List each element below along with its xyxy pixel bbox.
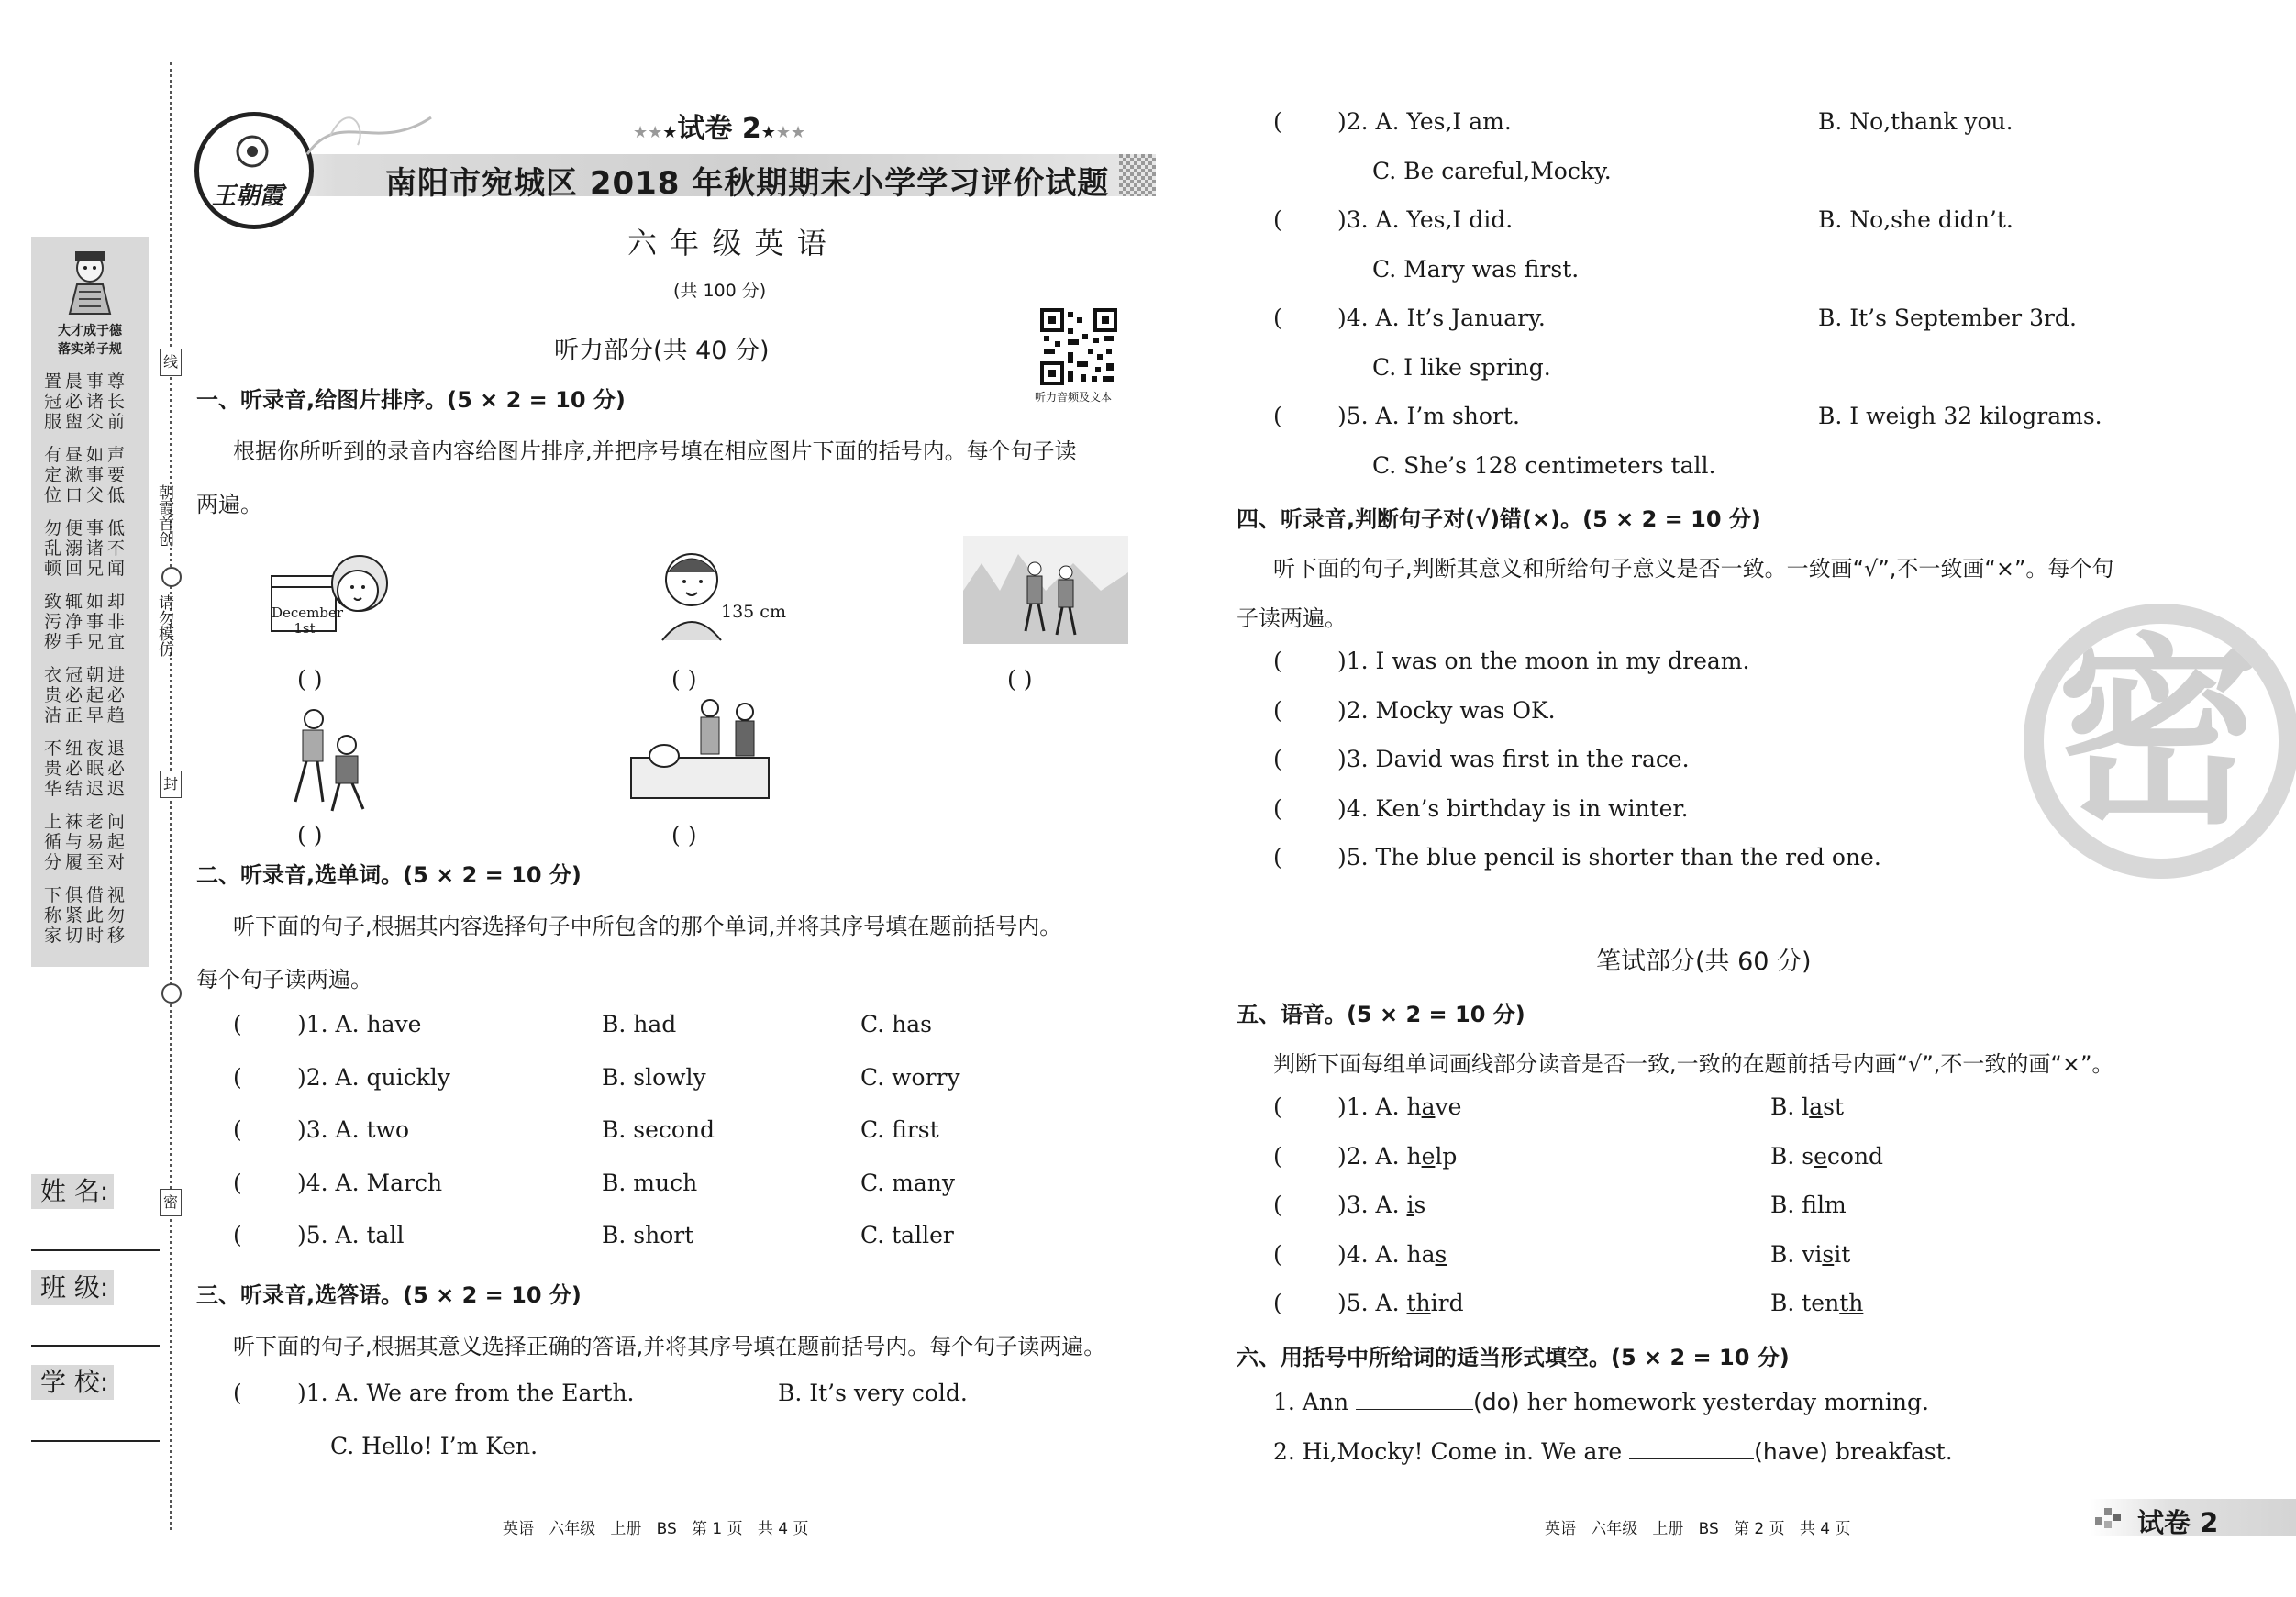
- s5-q5-a-underlined: th: [1406, 1290, 1431, 1316]
- sidebar-verse: 下俱借视: [44, 885, 129, 905]
- section6-heading: 六、用括号中所给词的适当形式填空。(5 × 2 = 10 分): [1237, 1345, 1790, 1370]
- sidebar-verse: 贵必起必: [44, 685, 129, 705]
- hospital-picture: [627, 690, 778, 807]
- s4-q4-text: )4. Ken’s birthday is in winter.: [1337, 794, 1689, 822]
- binding-hole-1: [161, 567, 182, 587]
- picture-5-answer[interactable]: ( ): [671, 822, 697, 848]
- section3-instruction: 听下面的句子,根据其意义选择正确的答语,并将其序号填在题前括号内。每个句子读两遍。: [233, 1334, 1106, 1359]
- s5-q4-b: [1770, 1240, 1851, 1268]
- s5-q1-b-pre: B. l: [1770, 1093, 1810, 1120]
- s5-q4-answer[interactable]: (: [1273, 1240, 1282, 1268]
- s5-q2-a-post: lp: [1435, 1142, 1458, 1170]
- scholar-illustration: [57, 244, 123, 317]
- s5-q4-b-post: it: [1834, 1240, 1851, 1268]
- s6-q2-post: breakfast.: [1827, 1438, 1953, 1465]
- s4-q1-text: )1. I was on the moon in my dream.: [1337, 648, 1750, 674]
- s2-q3-answer[interactable]: (: [233, 1116, 242, 1143]
- s3-q1-answer[interactable]: (: [233, 1380, 242, 1406]
- binding-mark-3: 密: [160, 1189, 182, 1216]
- publisher-logo: [194, 112, 314, 229]
- height-label: 135 cm: [721, 602, 786, 622]
- sidebar-verse: 秽手兄宜: [44, 632, 129, 652]
- sidebar-verse: 贵必眠必: [44, 759, 129, 779]
- footer-checker: [2095, 1504, 2132, 1530]
- s2-q3-c: C. first: [860, 1116, 939, 1143]
- s5-q4-b-pre: B. vi: [1770, 1240, 1823, 1268]
- s5-q2-b-pre: B. s: [1770, 1142, 1814, 1170]
- s5-q3-b: [1770, 1193, 1847, 1216]
- s3-q3-c: C. Mary was first.: [1372, 256, 1580, 283]
- s5-q3-a-pre: )3. A.: [1337, 1192, 1407, 1218]
- s2-q5-b: B. short: [602, 1222, 694, 1248]
- s2-q5-c: C. taller: [860, 1222, 954, 1248]
- s6-q1: [1273, 1389, 1929, 1414]
- binding-hole-2: [161, 983, 182, 1004]
- s5-q4-a-underlined: s: [1435, 1240, 1447, 1268]
- class-field[interactable]: [31, 1345, 160, 1347]
- sidebar-verse: 定漱事要: [44, 465, 129, 485]
- s3-q5-b: B. I weigh 32 kilograms.: [1818, 403, 2102, 429]
- s2-q3-a: )3. A. two: [297, 1116, 409, 1143]
- s5-q2-b: [1770, 1142, 1884, 1170]
- section1-heading: 一、听录音,给图片排序。(5 × 2 = 10 分): [196, 387, 626, 413]
- motto-line-2: 落实弟子规: [58, 342, 122, 357]
- s4-q2-text: )2. Mocky was OK.: [1337, 696, 1556, 724]
- s4-q5-answer[interactable]: (: [1273, 844, 1282, 871]
- s3-q5-row: [1273, 405, 1520, 427]
- footer-badge: 试卷 2: [2137, 1507, 2219, 1538]
- total-score: (共 100 分): [673, 281, 767, 301]
- s4-q5-text: )5. The blue pencil is shorter than the red one.: [1337, 844, 1881, 871]
- s5-q3-b-post: lm: [1816, 1192, 1847, 1218]
- s3-q1-c: C. Hello! I’m Ken.: [330, 1433, 538, 1459]
- s3-q2-a: )2. A. Yes,I am.: [1337, 108, 1512, 135]
- s2-q1-a: )1. A. have: [297, 1011, 422, 1037]
- s5-q2-a-pre: )2. A. h: [1337, 1142, 1422, 1170]
- name-label: 姓 名:: [31, 1174, 114, 1209]
- s4-q4-answer[interactable]: (: [1273, 794, 1282, 822]
- sidebar-verse: 服盥父前: [44, 412, 129, 432]
- boy-height-picture: [644, 539, 745, 642]
- section2-instruction-2: 每个句子读两遍。: [196, 967, 372, 993]
- sidebar-verse: 置晨事尊: [44, 372, 129, 392]
- sidebar-verse: 污净事非: [44, 612, 129, 632]
- section5-instruction: 判断下面每组单词画线部分读音是否一致,一致的在题前括号内画“√”,不一致的画“×”。: [1273, 1051, 2114, 1077]
- s3-q4-c: C. I like spring.: [1372, 354, 1551, 381]
- s4-q5-row: [1273, 846, 1881, 869]
- watermark-char: 密: [2057, 616, 2259, 851]
- s5-q2-b-post: cond: [1826, 1142, 1884, 1170]
- s2-q5-a: )5. A. tall: [297, 1222, 405, 1248]
- s4-q2-row: [1273, 696, 1556, 724]
- s2-q4-c: C. many: [860, 1169, 955, 1196]
- s4-q3-row: [1273, 748, 1690, 771]
- sidebar-verse: 循与易起: [44, 832, 129, 852]
- s3-q3-a: )3. A. Yes,I did.: [1337, 206, 1514, 233]
- section1-instruction: 根据你所听到的录音内容给图片排序,并把序号填在相应图片下面的括号内。每个句子读: [233, 438, 1077, 464]
- s6-q2-blank[interactable]: [1629, 1438, 1754, 1459]
- name-field[interactable]: [31, 1249, 160, 1251]
- sidebar-verse: 不纽夜退: [44, 738, 129, 759]
- s3-q5-answer[interactable]: (: [1273, 403, 1282, 429]
- ribbon-decoration: [303, 99, 440, 163]
- sidebar-verse: 华结迟迟: [44, 779, 129, 799]
- written-title: 笔试部分(共 60 分): [1596, 948, 1812, 976]
- s2-q1-row: [233, 1013, 421, 1036]
- sidebar-verse: 上袜老问: [44, 812, 129, 832]
- s3-q3-answer[interactable]: (: [1273, 206, 1282, 233]
- s5-q1-b-post: st: [1823, 1093, 1845, 1120]
- sidebar-verse: 家切时移: [44, 926, 129, 946]
- sidebar-motto-panel: [31, 237, 149, 967]
- s3-q2-b: B. No,thank you.: [1818, 108, 2013, 135]
- s5-q1-b: [1770, 1095, 1844, 1118]
- binding-mark-1: 线: [160, 349, 182, 376]
- subject-title: 六 年 级 英 语: [627, 226, 828, 261]
- s5-q2-answer[interactable]: (: [1273, 1142, 1282, 1170]
- hikers-picture: [963, 536, 1128, 644]
- s5-q5-b-pre: B. ten: [1770, 1290, 1840, 1316]
- s5-q3-a-underlined: i: [1406, 1192, 1414, 1218]
- s2-q4-row: [233, 1171, 442, 1194]
- binding-mark-2: 封: [160, 771, 182, 798]
- section3-heading: 三、听录音,选答语。(5 × 2 = 10 分): [196, 1282, 582, 1308]
- s5-q3-answer[interactable]: (: [1273, 1192, 1282, 1218]
- class-label: 班 级:: [31, 1270, 114, 1305]
- s4-q3-text: )3. David was first in the race.: [1337, 746, 1690, 772]
- s5-q1-b-underlined: a: [1809, 1093, 1824, 1120]
- picture-3-answer[interactable]: ( ): [1007, 666, 1033, 693]
- s5-q1-row: [1273, 1095, 1461, 1118]
- sidebar-verse: 冠必诸长: [44, 392, 129, 412]
- s3-q2-answer[interactable]: (: [1273, 108, 1282, 135]
- sidebar-verse: 位口父低: [44, 485, 129, 505]
- s6-q1-post: her homework yesterday morning.: [1519, 1389, 1929, 1415]
- s6-q2-pre: 2. Hi,Mocky! Come in. We are: [1273, 1438, 1630, 1465]
- picture-1-answer[interactable]: ( ): [297, 666, 323, 693]
- section4-instruction-2: 子读两遍。: [1237, 605, 1347, 631]
- s2-q1-answer[interactable]: (: [233, 1011, 242, 1037]
- section4-heading: 四、听录音,判断句子对(√)错(×)。(5 × 2 = 10 分): [1237, 506, 1761, 532]
- qr-caption: 听力音频及文本: [1035, 391, 1113, 404]
- s5-q2-b-underlined: e: [1814, 1142, 1827, 1170]
- calendar-date-label: December 1st: [272, 604, 344, 637]
- paper-badge: ★★★试卷 2★★★: [633, 113, 806, 145]
- s2-q4-b: B. much: [602, 1169, 698, 1196]
- s5-q1-answer[interactable]: (: [1273, 1093, 1282, 1120]
- s3-q5-c: C. She’s 128 centimeters tall.: [1372, 452, 1716, 479]
- s5-q4-row: [1273, 1240, 1447, 1268]
- s2-q4-a: )4. A. March: [297, 1169, 443, 1196]
- s6-q1-hint: (do): [1473, 1389, 1520, 1415]
- s3-q1-b: B. It’s very cold.: [778, 1380, 968, 1406]
- s2-q2-c: C. worry: [860, 1063, 960, 1091]
- sidebar-verse: 致辄如却: [44, 592, 129, 612]
- paper-badge-text: 试卷 2: [677, 113, 761, 145]
- s3-q1-a: )1. A. We are from the Earth.: [297, 1380, 635, 1406]
- sidebar-verse: 分履至对: [44, 852, 129, 872]
- logo-emblem-icon: [234, 133, 271, 170]
- s3-q4-a: )4. A. It’s January.: [1337, 305, 1546, 331]
- s4-q3-answer[interactable]: (: [1273, 746, 1282, 772]
- s5-q5-a-pre: )5. A.: [1337, 1290, 1407, 1316]
- binding-text-2: 请勿模仿: [155, 594, 173, 657]
- s2-q4-answer[interactable]: (: [233, 1169, 242, 1196]
- s5-q5-b-underlined: th: [1839, 1290, 1864, 1316]
- s5-q5-a-post: ird: [1430, 1290, 1464, 1316]
- s2-q2-b: B. slowly: [602, 1063, 706, 1091]
- s5-q1-a-post: ve: [1435, 1093, 1462, 1120]
- s5-q3-b-pre: B. f: [1770, 1192, 1817, 1218]
- s6-q2: [1273, 1438, 1953, 1463]
- section2-instruction: 听下面的句子,根据其内容选择句子中所包含的那个单词,并将其序号填在题前括号内。: [233, 914, 1062, 939]
- s5-q4-b-underlined: s: [1822, 1240, 1835, 1268]
- s6-q2-hint: (have): [1754, 1438, 1828, 1465]
- logo-text: 王朝霞: [212, 183, 284, 210]
- s5-q2-row: [1273, 1142, 1458, 1170]
- sidebar-verse: 称紧此勿: [44, 905, 129, 926]
- s2-q5-answer[interactable]: (: [233, 1222, 242, 1248]
- s4-q4-row: [1273, 794, 1689, 822]
- section5-heading: 五、语音。(5 × 2 = 10 分): [1237, 1002, 1525, 1027]
- s3-q1-row: [233, 1381, 635, 1404]
- s5-q1-a-underlined: a: [1421, 1093, 1436, 1120]
- s3-q3-b: B. No,she didn’t.: [1818, 206, 2013, 233]
- sidebar-verse: 勿便事低: [44, 518, 129, 538]
- sidebar-verse: 顿回兄闻: [44, 559, 129, 579]
- children-playing-picture: [286, 701, 378, 815]
- s3-q4-b: B. It’s September 3rd.: [1818, 305, 2077, 331]
- s3-q4-row: [1273, 306, 1546, 329]
- s3-q5-a: )5. A. I’m short.: [1337, 403, 1520, 429]
- school-label: 学 校:: [31, 1365, 114, 1400]
- s2-q1-b: B. had: [602, 1011, 677, 1037]
- qr-code[interactable]: [1040, 308, 1117, 385]
- s5-q2-a-underlined: e: [1421, 1142, 1436, 1170]
- section1-instruction-2: 两遍。: [196, 492, 262, 517]
- s2-q5-row: [233, 1224, 404, 1247]
- secret-watermark: [2024, 604, 2296, 879]
- sidebar-verse: 洁正早趋: [44, 705, 129, 726]
- picture-2-answer[interactable]: ( ): [671, 666, 697, 693]
- binding-text-1: 朝霞首创: [155, 484, 173, 547]
- s2-q3-row: [233, 1118, 409, 1141]
- s5-q3-a-post: s: [1414, 1192, 1426, 1218]
- sidebar-verse: 衣冠朝进: [44, 665, 129, 685]
- s2-q1-c: C. has: [860, 1011, 932, 1037]
- page-title: 南阳市宛城区 2018 年秋期期末小学学习评价试题: [385, 165, 1110, 202]
- s3-q2-c: C. Be careful,Mocky.: [1372, 158, 1612, 184]
- section2-heading: 二、听录音,选单词。(5 × 2 = 10 分): [196, 862, 582, 888]
- s5-q4-a-pre: )4. A. ha: [1337, 1240, 1436, 1268]
- section4-instruction: 听下面的句子,判断其意义和所给句子意义是否一致。一致画“√”,不一致画“×”。每个句: [1273, 556, 2114, 582]
- s5-q5-row: [1273, 1292, 1464, 1314]
- listening-title: 听力部分(共 40 分): [554, 337, 770, 365]
- s6-q1-pre: 1. Ann: [1273, 1389, 1357, 1415]
- sidebar-verse: 有昼如声: [44, 445, 129, 465]
- s6-q1-blank[interactable]: [1356, 1389, 1473, 1410]
- s2-q2-a: )2. A. quickly: [297, 1063, 450, 1091]
- footer-right: 英语 六年级 上册 BS 第 2 页 共 4 页: [1545, 1520, 1851, 1538]
- picture-4-answer[interactable]: ( ): [297, 822, 323, 848]
- motto-line-1: 大才成于德: [58, 324, 122, 338]
- s5-q5-b: [1770, 1292, 1863, 1314]
- s3-q4-answer[interactable]: (: [1273, 305, 1282, 331]
- s2-q2-row: [233, 1063, 450, 1091]
- sidebar-verse: 乱溺诸不: [44, 538, 129, 559]
- checker-pattern: [1119, 154, 1156, 196]
- school-field[interactable]: [31, 1440, 160, 1442]
- s4-q2-answer[interactable]: (: [1273, 696, 1282, 724]
- s5-q5-answer[interactable]: (: [1273, 1290, 1282, 1316]
- s2-q3-b: B. second: [602, 1116, 715, 1143]
- footer-left: 英语 六年级 上册 BS 第 1 页 共 4 页: [503, 1520, 809, 1538]
- s5-q1-a-pre: )1. A. h: [1337, 1093, 1422, 1120]
- s3-q2-row: [1273, 110, 1512, 133]
- s4-q1-answer[interactable]: (: [1273, 648, 1282, 674]
- s3-q3-row: [1273, 208, 1513, 231]
- s5-q3-row: [1273, 1193, 1425, 1216]
- s4-q1-row: [1273, 649, 1749, 672]
- s2-q2-answer[interactable]: (: [233, 1063, 242, 1091]
